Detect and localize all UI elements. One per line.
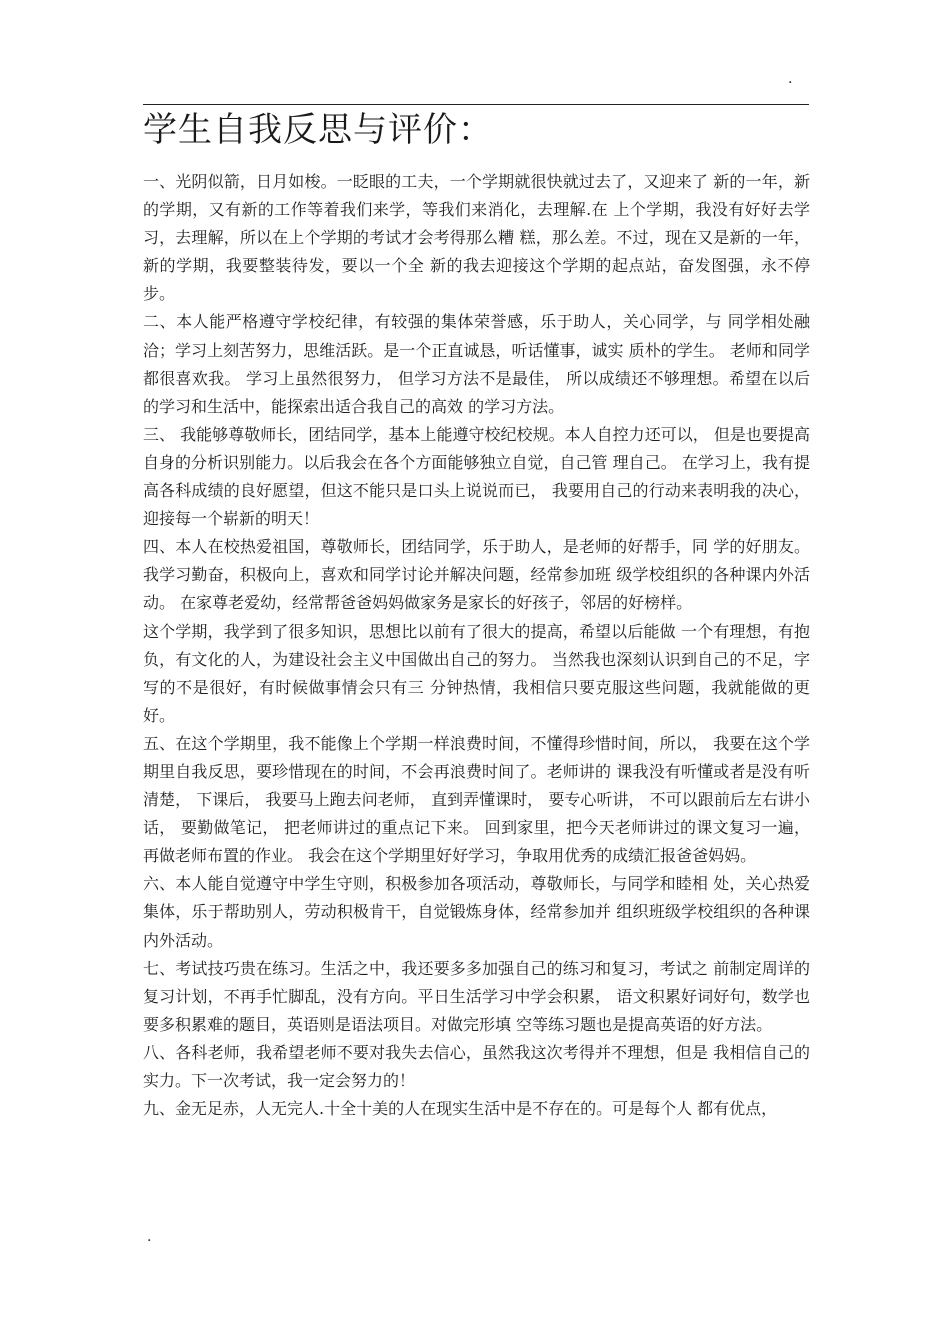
paragraph-2: 二、本人能严格遵守学校纪律，有较强的集体荣誉感，乐于助人，关心同学，与 同学相处融洽；学习上刻苦努力，思维活跃。是一个正直诚恳，听话懂事，诚实 质朴的学生。 老师和同学都很喜欢我。 学习上虽然很努力， 但学习方法不是最佳， 所以成绩还不够理想。希望在以后的学习和生活中，能探索出适合我自己的高效 的学习方法。 — [143, 312, 810, 416]
paragraph-8: 七、考试技巧贵在练习。生活之中，我还要多多加强自己的练习和复习，考试之 前制定周详的复习计划，不再手忙脚乱，没有方向。平日生活学习中学会积累， 语文积累好词好句，数学也要多积累难的题目，英语则是语法项目。对做完形填 空等练习题也是提高英语的好方法。 — [143, 958, 810, 1034]
page-title: 学生自我反思与评价： — [143, 110, 493, 150]
paragraph-10: 九、金无足赤，人无完人.十全十美的人在现实生活中是不存在的。可是每个人 都有优点， — [143, 1099, 778, 1119]
paragraph-7: 六、本人能自觉遵守中学生守则，积极参加各项活动，尊敬师长，与同学和睦相 处，关心热爱集体，乐于帮助别人，劳动积极肯干，自觉锻炼身体，经常参加并 组织班级学校组织的各种课内外活动。 — [143, 874, 810, 950]
paragraph-1: 一、光阴似箭，日月如梭。一眨眼的工夫，一个学期就很快就过去了，又迎来了 新的一年，新的学期，又有新的工作等着我们来学，等我们来消化，去理解.在 上个学期，我没有好好去学习，去理解，所以在上个学期的考试才会考得那么糟 糕，那么差。不过，现在又是新的一年，新的学期，我要整装待发，要以一个全 新的我去迎接这个学期的起点站，奋发图强，永不停步。 — [143, 172, 810, 304]
body-text — [143, 168, 810, 1123]
header-mark: . — [788, 71, 793, 87]
paragraph-4: 四、本人在校热爱祖国，尊敬师长，团结同学，乐于助人，是老师的好帮手，同 学的好朋友。我学习勤奋，积极向上，喜欢和同学讨论并解决问题，经常参加班 级学校组织的各种课内外活动。 在家尊老爱幼，经常帮爸爸妈妈做家务是家长的好孩子，邻居的好榜样。 — [143, 537, 810, 613]
paragraph-3: 三、 我能够尊敬师长，团结同学，基本上能遵守校纪校规。本人自控力还可以， 但是也要提高自身的分析识别能力。以后我会在各个方面能够独立自觉，自己管 理自己。 在学习上，我有提高各科成绩的良好愿望，但这不能只是口头上说说而已， 我要用自己的行动来表明我的决心，迎接每一个崭新的明天！ — [143, 424, 810, 529]
paragraph-5: 这个学期，我学到了很多知识，思想比以前有了很大的提高，希望以后能做 一个有理想，有抱负，有文化的人，为建设社会主义中国做出自己的努力。 当然我也深刻认识到自己的不足，字写的不是很好，有时候做事情会只有三 分钟热情，我相信只要克服这些问题，我就能做的更好。 — [143, 621, 810, 725]
footer-mark: . — [147, 1229, 152, 1245]
paragraph-6: 五、在这个学期里，我不能像上个学期一样浪费时间，不懂得珍惜时间，所以， 我要在这个学期里自我反思，要珍惜现在的时间，不会再浪费时间了。老师讲的 课我没有听懂或者是没有听清楚， 下课后， 我要马上跑去问老师， 直到弄懂课时， 要专心听讲， 不可以跟前后左右讲小话， 要勤做笔记， 把老师讲过的重点记下来。 回到家里，把今天老师讲过的课文复习一遍，再做老师布置的作业。 我会在这个学期里好好学习，争取用优秀的成绩汇报爸爸妈妈。 — [143, 733, 810, 866]
header-rule — [143, 104, 809, 105]
paragraph-9: 八、各科老师，我希望老师不要对我失去信心，虽然我这次考得并不理想，但是 我相信自己的实力。下一次考试，我一定会努力的！ — [143, 1042, 810, 1090]
